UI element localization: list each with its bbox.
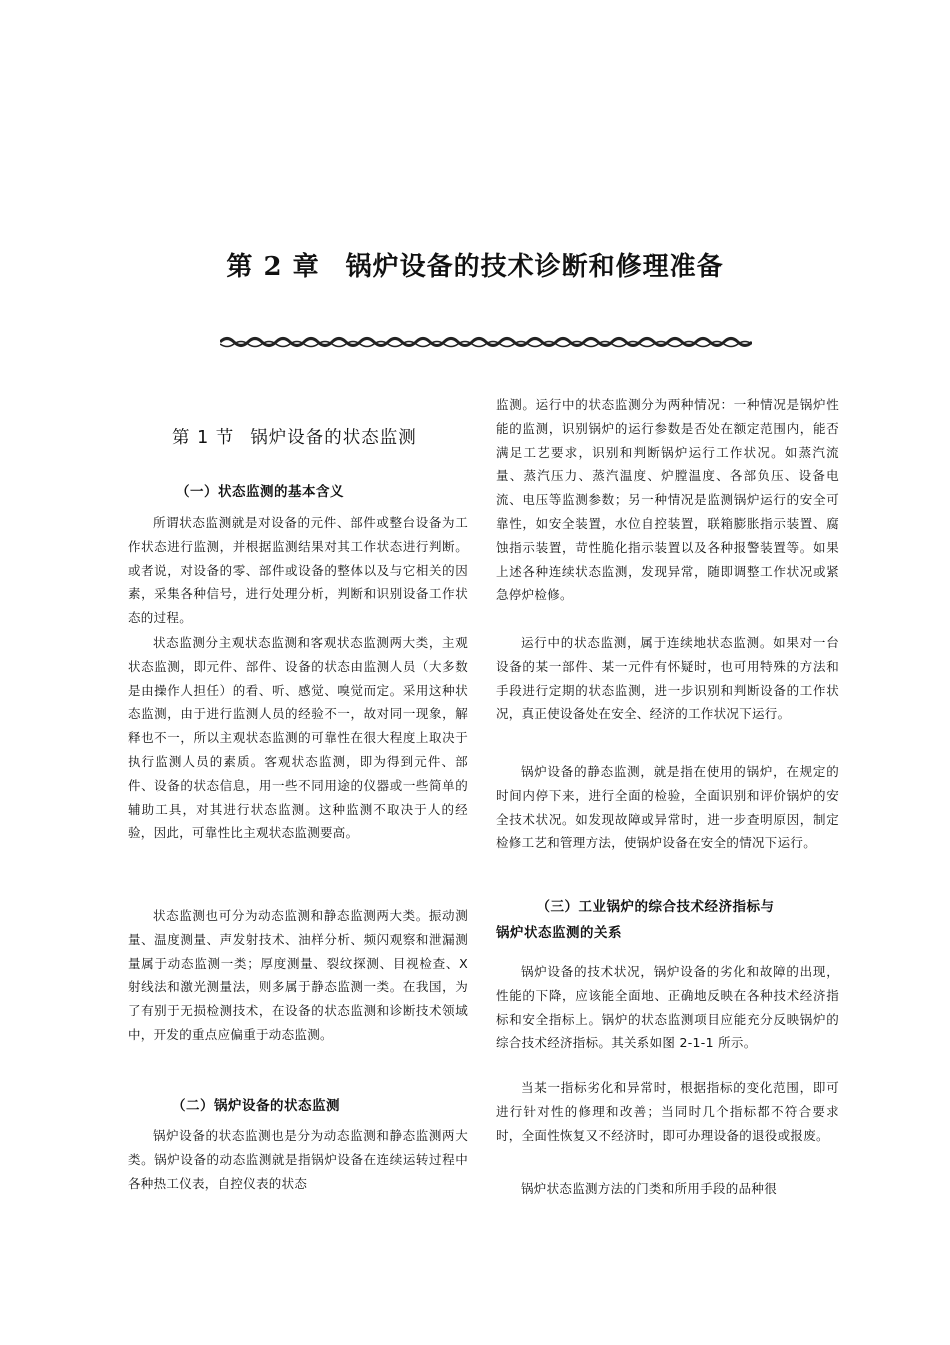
- heading-economic-indicators: [496, 894, 839, 946]
- heading-economic-indicators-line2: 锅炉状态监测的关系: [496, 925, 622, 941]
- section-name: 锅炉设备的状态监测: [250, 428, 417, 448]
- heading-economic-indicators-line1: （三）工业锅炉的综合技术经济指标与: [536, 899, 775, 915]
- section-title: [172, 424, 417, 449]
- paragraph-indicator-deterioration: 当某一指标劣化和异常时，根据指标的变化范围，即可进行针对性的修理和改善；当同时几个指标都不符合要求时，全面性恢复又不经济时，即可办理设备的退役或报废。: [496, 1080, 839, 1143]
- heading-boiler-monitoring: （二）锅炉设备的状态监测: [172, 1098, 340, 1114]
- paragraph-monitoring-methods: 锅炉状态监测方法的门类和所用手段的品种很: [521, 1181, 778, 1196]
- paragraph-continuous-monitoring: 运行中的状态监测，属于连续地状态监测。如果对一台设备的某一部件、某一元件有怀疑时，也可用特殊的方法和手段进行定期的状态监测，进一步识别和判断设备的工作状况，真正使设备处在安全、经济的工作状况下运行。: [496, 635, 839, 722]
- heading-basic-meaning: （一）状态监测的基本含义: [176, 484, 344, 500]
- chapter-number: 第 2 章: [226, 252, 320, 282]
- chapter-name: 锅炉设备的技术诊断和修理准备: [345, 252, 724, 282]
- paragraph-operation-monitoring: 监测。运行中的状态监测分为两种情况：一种情况是锅炉性能的监测，识别锅炉的运行参数是否处在额定范围内，能否满足工艺要求，识别和判断锅炉运行工作状况。如蒸汽流量、蒸汽压力、蒸汽温度、炉膛温度、各部负压、设备电流、电压等监测参数；另一种情况是监测锅炉运行的安全可靠性，如安全装置，水位自控装置，联箱膨胀指示装置、腐蚀指示装置，苛性脆化指示装置以及各种报警装置等。如果上述各种连续状态监测，发现异常，随即调整工作状况或紧急停炉检修。: [496, 397, 839, 603]
- section-number: 第 1 节: [172, 428, 235, 448]
- paragraph-technical-status: 锅炉设备的技术状况，锅炉设备的劣化和故障的出现，性能的下降，应该能全面地、正确地反映在各种技术经济指标和安全指标上。锅炉的状态监测项目应能充分反映锅炉的综合技术经济指标。其关系如图 2-1-1 所示。: [496, 964, 839, 1051]
- paragraph-static-monitoring: 锅炉设备的静态监测，就是指在使用的锅炉，在规定的时间内停下来，进行全面的检验，全面识别和评价锅炉的安全技术状况。如发现故障或异常时，进一步查明原因，制定检修工艺和管理方法，使锅炉设备在安全的情况下运行。: [496, 764, 839, 851]
- chapter-title: [0, 246, 950, 283]
- paragraph-subjective-objective: 状态监测分主观状态监测和客观状态监测两大类，主观状态监测，即元件、部件、设备的状态由监测人员（大多数是由操作人担任）的看、听、感觉、嗅觉而定。采用这种状态监测，由于进行监测人员的经验不一，故对同一现象，解释也不一，所以主观状态监测的可靠性在很大程度上取决于执行监测人员的素质。客观状态监测，即为得到元件、部件、设备的状态信息，用一些不同用途的仪器或一些简单的辅助工具，对其进行状态监测。这种监测不取决于人的经验，因此，可靠性比主观状态监测要高。: [128, 635, 468, 841]
- paragraph-definition: 所谓状态监测就是对设备的元件、部件或整台设备为工作状态进行监测，并根据监测结果对其工作状态进行判断。或者说，对设备的零、部件或设备的整体以及与它相关的因素，采集各种信号，进行处理分析，判断和识别设备工作状态的过程。: [128, 515, 468, 626]
- paragraph-boiler-dynamic: 锅炉设备的状态监测也是分为动态监测和静态监测两大类。锅炉设备的动态监测就是指锅炉设备在连续运转过程中各种热工仪表，自控仪表的状态: [128, 1128, 468, 1191]
- wave-divider-icon: [220, 334, 752, 350]
- paragraph-dynamic-static: 状态监测也可分为动态监测和静态监测两大类。振动测量、温度测量、声发射技术、油样分析、频闪观察和泄漏测量属于动态监测一类；厚度测量、裂纹探测、目视检查、X射线法和激光测量法，则多属于静态监测一类。在我国，为了有别于无损检测技术，在设备的状态监测和诊断技术领域中，开发的重点应偏重于动态监测。: [128, 908, 468, 1042]
